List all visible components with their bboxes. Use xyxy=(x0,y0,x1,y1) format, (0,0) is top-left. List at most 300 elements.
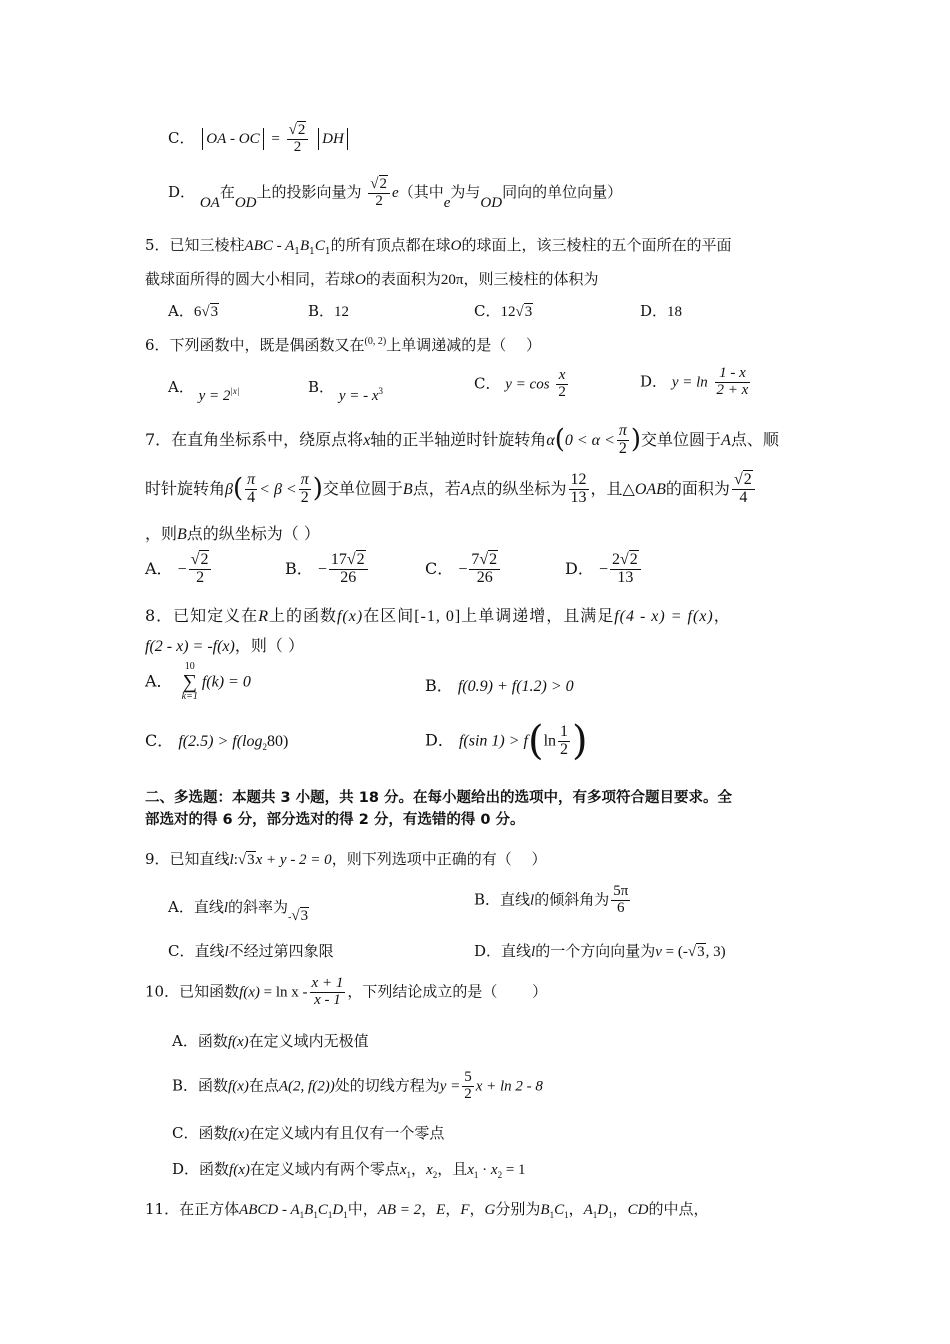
q8-R: R xyxy=(258,608,269,625)
q4-d-e: e xyxy=(392,184,399,201)
q10-s2: 2 xyxy=(432,1170,438,1180)
math-glyph: − xyxy=(317,560,327,578)
q10-b-t1: 在点 xyxy=(248,1076,279,1095)
q5-o2: O xyxy=(355,272,366,288)
q5-d-val: 18 xyxy=(667,304,683,320)
q8-d-den: 2 xyxy=(560,740,569,758)
q11-a1d1: A xyxy=(583,1202,593,1218)
q7-p4: 点、顺 xyxy=(730,429,779,449)
q7-c-coef: 7 xyxy=(471,551,480,568)
q7-s4: 4 xyxy=(732,489,755,507)
q7-four: 4 xyxy=(245,489,257,507)
q11-F: F xyxy=(460,1202,470,1218)
q6-a-label: A． xyxy=(168,378,194,396)
fraction xyxy=(617,423,629,458)
q11-c1: ， xyxy=(421,1200,437,1218)
q11-p4: 的中点， xyxy=(648,1200,709,1218)
fraction xyxy=(189,552,212,587)
q11-c5: ， xyxy=(612,1200,628,1218)
math-glyph: ) xyxy=(572,718,588,764)
q10-b-fx: f(x) xyxy=(228,1078,249,1095)
q7-line2 xyxy=(145,472,757,507)
q7-option-b xyxy=(285,552,370,587)
q7-alpha: α xyxy=(546,431,555,449)
q5-line1 xyxy=(145,236,732,258)
q6-b-expr: y = - x xyxy=(338,388,379,404)
q8-option-b xyxy=(425,676,574,696)
q4-d-oa: OA xyxy=(199,194,220,211)
q7-pi3: π xyxy=(300,471,309,488)
q7-line3 xyxy=(145,524,320,544)
fraction xyxy=(462,1070,474,1103)
q11-as: 1 xyxy=(592,1210,598,1220)
q9-d-text: 的一个方向向量为 xyxy=(535,942,656,960)
q7-b-num: 2 xyxy=(356,551,365,568)
q5-c-label: C． xyxy=(474,302,501,320)
q8-d-expr: f(sin 1) > f xyxy=(458,732,528,750)
q5-m1b: B xyxy=(300,238,310,254)
q5-a-val: 6 xyxy=(193,304,202,320)
q5-a-rad: 3 xyxy=(210,304,219,320)
q7-A: A xyxy=(721,431,731,449)
q8-d-ln: ln xyxy=(543,732,557,750)
q6-d-expr: y = ln xyxy=(671,374,708,391)
q8-d-label: D． xyxy=(425,730,454,750)
q11-cb: B xyxy=(304,1202,314,1218)
q7-d-coef: 2 xyxy=(611,551,620,568)
q7-b-den: 26 xyxy=(329,569,368,587)
q10-b-den: 2 xyxy=(464,1085,472,1102)
fraction xyxy=(556,368,568,401)
q4-c-label: C． xyxy=(168,128,195,147)
q5-l2a: 截球面所得的圆大小相同，若球 xyxy=(145,270,356,288)
section-heading xyxy=(145,790,732,807)
q10-a-fx: f(x) xyxy=(227,1034,249,1050)
q10-option-d xyxy=(172,1160,526,1181)
q8-a-label: A． xyxy=(145,671,173,691)
q5-option-b xyxy=(308,302,349,321)
math-glyph: √ xyxy=(190,551,200,568)
q11-c2: ， xyxy=(445,1200,461,1218)
q8-c-tail: 80) xyxy=(266,733,289,750)
q9-c-text: 不经过第四象限 xyxy=(228,942,334,960)
q6-option-d xyxy=(640,366,752,399)
q9-b-text: 的倾斜角为 xyxy=(534,890,610,909)
q8-p4: 上单调递增，且满足 xyxy=(461,606,615,625)
q9-option-b xyxy=(474,884,632,917)
q6-interval: (0, 2) xyxy=(364,336,387,347)
q10-d-t1: 在定义域内有两个零点 xyxy=(249,1160,400,1178)
q8-a-bot: k=1 xyxy=(181,691,198,702)
q7-p2: 轴的正半轴逆时针旋转角 xyxy=(370,429,547,449)
q10-eq: = ln x - xyxy=(259,984,308,1001)
q8-comma: ， xyxy=(713,606,731,625)
q10-x1: x xyxy=(399,1162,407,1178)
q11-c4: ， xyxy=(568,1200,584,1218)
sum-symbol xyxy=(180,662,200,702)
fraction xyxy=(310,976,346,1009)
q9-d-label: D．直线 xyxy=(474,942,532,960)
math-glyph: √ xyxy=(619,551,629,568)
math-glyph xyxy=(189,552,212,569)
q9-expr: x + y - 2 = 0 xyxy=(255,852,332,868)
math-glyph: − xyxy=(598,560,608,578)
q7-pi: π xyxy=(618,422,627,439)
q11-p3: 分别为 xyxy=(495,1200,541,1218)
q5-area: 20π xyxy=(440,272,464,288)
q10-option-b xyxy=(172,1070,543,1103)
q7-s2: 2 xyxy=(743,471,752,488)
q10-c-text: 在定义域内有且仅有一个零点 xyxy=(249,1124,445,1142)
q7-l2a: 时针旋转角 xyxy=(145,478,226,498)
math-glyph: √ xyxy=(733,471,743,488)
q7-n12: 12 xyxy=(570,471,587,488)
math-glyph: √ xyxy=(687,944,697,960)
math-glyph: √ xyxy=(515,304,524,320)
q10-d-fx: f(x) xyxy=(229,1162,250,1178)
q11-a1d1b: D xyxy=(597,1202,609,1218)
q7-x: x xyxy=(363,431,371,449)
section2-line1: 二、多选题：本题共 3 小题，共 18 分。在每小题给出的选项中，有多项符合题目要求。全 xyxy=(145,790,732,806)
q7-range1a: 0 < α < xyxy=(564,431,615,449)
fraction xyxy=(558,724,570,759)
q7-p1: 7．在直角坐标系中，绕原点将 xyxy=(145,429,364,449)
q5-a-label: A． xyxy=(168,302,194,320)
q8-c-sub: 2 xyxy=(262,742,267,753)
fraction xyxy=(569,472,589,507)
q10-b-num: 5 xyxy=(464,1069,472,1085)
q4-c-oc: OC xyxy=(238,130,260,147)
q8-eq1: f(4 - x) = f(x) xyxy=(614,608,714,625)
q7-b-coef: 17 xyxy=(330,551,347,568)
q11-cc: C xyxy=(317,1202,328,1218)
q5-option-c xyxy=(474,302,533,321)
fraction xyxy=(611,884,630,917)
q9-l: l xyxy=(229,852,234,868)
q11-cd: D xyxy=(332,1202,344,1218)
math-glyph xyxy=(610,552,641,569)
q5-m1: ABC - A xyxy=(244,238,295,254)
fraction xyxy=(299,472,311,507)
q5-s1: 1 xyxy=(294,247,300,257)
fraction xyxy=(469,552,500,587)
math-glyph: √ xyxy=(346,551,356,568)
q10-b-tail: x + ln 2 - 8 xyxy=(475,1078,543,1095)
math-glyph: √ xyxy=(237,852,247,868)
q9-a-rad: 3 xyxy=(300,908,309,924)
q10-c-fx: f(x) xyxy=(228,1126,250,1142)
q6-c-num: x xyxy=(558,367,566,383)
q10-s1: 1 xyxy=(406,1170,412,1180)
fraction xyxy=(329,552,368,587)
q5-c-val: 12 xyxy=(500,304,516,320)
q10-d-label: D．函数 xyxy=(172,1160,230,1178)
q7-pi2: π xyxy=(247,471,256,488)
q8-option-a xyxy=(145,662,251,702)
q7-oab: OAB xyxy=(634,480,666,498)
q7-l2c: 点，若 xyxy=(412,478,461,498)
q6-p2: 上单调递减的是（ ） xyxy=(386,336,541,354)
q10-x2b: x xyxy=(490,1162,498,1178)
math-glyph: √ xyxy=(479,551,489,568)
q10-p1: 10．已知函数 xyxy=(145,982,240,1001)
fraction xyxy=(287,122,309,156)
q6-option-b xyxy=(308,378,383,404)
q10-b-t2: 处的切线方程为 xyxy=(334,1076,440,1095)
q10-s1b: 1 xyxy=(473,1170,479,1180)
q8-c-label: C． xyxy=(145,731,174,750)
q5-line2 xyxy=(145,270,598,289)
math-glyph: √ xyxy=(201,304,210,320)
q11-cdm: CD xyxy=(627,1202,649,1218)
q9-option-c xyxy=(168,942,334,961)
math-glyph: ( xyxy=(527,718,544,764)
q4-d-label: D． xyxy=(168,182,196,201)
q9-d-l: l xyxy=(531,944,536,960)
q11-G: G xyxy=(484,1202,496,1218)
q7-l3: ，则 xyxy=(145,524,178,543)
q7-l3b: 点的纵坐标为（ ） xyxy=(186,524,320,543)
q8-fx: f(x) xyxy=(336,608,364,625)
q9-option-d xyxy=(474,942,726,961)
q10-a-label: A．函数 xyxy=(172,1032,228,1050)
q5-option-d xyxy=(640,302,682,321)
math-glyph: √ xyxy=(370,176,379,192)
q5-c-rad: 3 xyxy=(524,304,533,320)
q6-d-label: D． xyxy=(640,372,668,391)
q9-d-rad: 3 xyxy=(697,944,705,960)
q5-s2: 1 xyxy=(309,247,315,257)
q5-options xyxy=(168,302,219,321)
fraction xyxy=(715,366,751,399)
q4-d-t4: 为与 xyxy=(450,182,481,201)
math-glyph: √ xyxy=(288,122,297,138)
q7-option-d xyxy=(565,552,643,587)
q6-stem xyxy=(145,336,541,354)
q10-comma: ， xyxy=(411,1160,427,1178)
q9-c-label: C．直线 xyxy=(168,942,225,960)
q9-option-a xyxy=(168,898,309,924)
q10-b-y: y = xyxy=(439,1078,461,1095)
q8-p2: 上的函数 xyxy=(268,606,337,625)
q6-b-sup: 3 xyxy=(378,386,383,396)
q5-p1: 5．已知三棱柱 xyxy=(145,236,245,254)
q10-p2: ，下列结论成立的是（ ） xyxy=(347,982,548,1001)
q11-s2: 1 xyxy=(313,1210,318,1220)
q7-l2f: 的面积为 xyxy=(665,478,730,498)
q4-d-od: OD xyxy=(234,194,257,211)
math-glyph xyxy=(368,176,390,193)
q6-d-den: 2 + x xyxy=(716,381,749,398)
q8-l2b: ，则（ ） xyxy=(234,636,304,655)
q8-interval: [-1, 0] xyxy=(414,608,462,625)
q8-p1: 8．已知定义在 xyxy=(145,606,259,625)
q4-c-eq: = xyxy=(271,130,280,147)
q9-b-den: 6 xyxy=(611,900,630,917)
q10-a-text: 在定义域内无极值 xyxy=(248,1032,369,1050)
q6-option-c xyxy=(474,368,570,401)
q11-p1: 11．在正方体 xyxy=(145,1200,240,1218)
abs-bar xyxy=(318,128,319,150)
q11-bs: 1 xyxy=(549,1210,555,1220)
q8-c-expr: f(2.5) > f(log xyxy=(178,733,263,750)
q9-stem xyxy=(145,850,546,869)
q11-ab: AB = 2 xyxy=(377,1202,422,1218)
q10-option-c xyxy=(172,1124,444,1143)
q10-num: x + 1 xyxy=(311,975,344,991)
q7-a-num: 2 xyxy=(200,551,209,568)
math-glyph: ) xyxy=(312,473,323,504)
q6-p1: 6．下列函数中，既是偶函数又在 xyxy=(145,336,365,354)
q4-d-od2: OD xyxy=(480,194,503,211)
q4-c-minus: - xyxy=(226,130,239,147)
q5-b-val: 12 xyxy=(334,304,350,320)
q6-c-den: 2 xyxy=(558,383,566,400)
q7-a-den: 2 xyxy=(189,569,212,587)
q5-m1c: C xyxy=(314,238,325,254)
q7-beta: β xyxy=(225,480,233,498)
q10-b-pt: A(2, f(2)) xyxy=(278,1078,335,1095)
q10-c-label: C．函数 xyxy=(172,1124,229,1142)
q8-l2: f(2 - x) = -f(x) xyxy=(145,638,235,655)
q6-option-a xyxy=(168,378,240,404)
q4-c-den: 2 xyxy=(287,139,309,156)
q9-b-num: 5π xyxy=(613,883,629,899)
q9-d-tail: , 3) xyxy=(705,944,726,960)
q10-d-eq: = 1 xyxy=(502,1162,526,1178)
q7-option-c xyxy=(425,552,502,587)
q7-p3: 交单位圆于 xyxy=(641,429,722,449)
q7-c-label: C． xyxy=(425,558,454,578)
q11-bs2: 1 xyxy=(564,1210,569,1220)
q4-d-t3: （其中 xyxy=(398,182,444,201)
math-glyph: − xyxy=(458,560,468,578)
q8-b-label: B． xyxy=(425,676,453,695)
q11-as2: 1 xyxy=(608,1210,613,1220)
math-glyph: ∑ xyxy=(182,671,197,693)
q8-p3: 在区间 xyxy=(363,606,415,625)
q11-cube: ABCD - A xyxy=(239,1202,300,1218)
math-glyph: ( xyxy=(554,424,565,455)
q11-c3: ， xyxy=(469,1200,485,1218)
q4-d-t2: 上的投影向量为 xyxy=(256,182,362,201)
q9-c-l: l xyxy=(224,944,229,960)
q5-o1: O xyxy=(450,238,462,254)
q5-l2c: ，则三棱柱的体积为 xyxy=(463,270,599,288)
q6-d-num: 1 - x xyxy=(719,365,746,381)
q10-den: x - 1 xyxy=(310,992,346,1009)
q6-a-expr: y = 2 xyxy=(198,388,231,404)
q8-line1 xyxy=(145,606,731,626)
q7-d-num: 2 xyxy=(629,551,638,568)
math-glyph: √ xyxy=(291,908,300,924)
q9-a-text: 的斜率为 xyxy=(228,898,289,916)
q8-option-c xyxy=(145,731,288,753)
q9-a-val: - xyxy=(288,912,292,923)
q6-c-label: C． xyxy=(474,374,501,393)
fraction xyxy=(732,472,755,507)
q11-stem xyxy=(145,1200,709,1221)
math-glyph xyxy=(329,552,368,569)
q11-s3: 1 xyxy=(327,1210,333,1220)
q4-d-e2: e xyxy=(443,194,451,211)
q7-c-num: 2 xyxy=(489,551,498,568)
q7-l2e: ，且△ xyxy=(590,478,635,498)
q11-b1c1: B xyxy=(540,1202,550,1218)
q7-two: 2 xyxy=(617,440,629,458)
math-glyph xyxy=(732,472,755,489)
q4-c-num: 2 xyxy=(297,122,306,138)
q6-b-label: B． xyxy=(308,378,335,396)
fraction xyxy=(610,552,641,587)
q7-A2: A xyxy=(460,480,471,498)
q10-x2: x xyxy=(426,1162,433,1178)
fraction xyxy=(245,472,257,507)
q7-option-a xyxy=(145,552,213,587)
math-glyph xyxy=(469,552,500,569)
q7-d-label: D． xyxy=(565,558,594,578)
q7-a-label: A． xyxy=(145,558,173,578)
q8-a-expr: f(k) = 0 xyxy=(201,673,251,691)
q11-p2: 中， xyxy=(347,1200,378,1218)
q5-d-label: D． xyxy=(640,302,668,320)
abs-bar xyxy=(202,128,203,150)
q9-b-label: B．直线 xyxy=(474,890,531,909)
q6-c-expr: y = cos xyxy=(505,376,550,393)
q10-s2b: 2 xyxy=(497,1170,503,1180)
q9-p1: 9．已知直线 xyxy=(145,850,230,868)
q4-c-dh: DH xyxy=(322,130,344,147)
q4-d-t5: 同向的单位向量） xyxy=(502,182,623,201)
q10-d-t2: ，且 xyxy=(437,1160,468,1178)
abs-bar xyxy=(347,128,348,150)
q7-B2: B xyxy=(177,526,187,543)
q9-colon: : xyxy=(233,852,238,868)
q7-n13: 13 xyxy=(570,488,587,506)
q7-d-den: 13 xyxy=(610,569,641,587)
section-heading-line2 xyxy=(145,812,525,829)
fraction xyxy=(368,176,390,210)
q8-d-num: 1 xyxy=(560,722,569,740)
q4-d-num: 2 xyxy=(379,176,388,192)
q7-lt: < β < xyxy=(259,480,297,498)
q8-line2 xyxy=(145,636,304,656)
q4-option-c xyxy=(168,122,351,156)
q4-c-oa: OA xyxy=(206,130,227,147)
q8-option-d xyxy=(425,717,588,765)
q10-fx: f(x) xyxy=(239,984,260,1001)
q9-d-eq: = (- xyxy=(661,944,688,960)
math-glyph: − xyxy=(177,560,187,578)
q5-l2b: 的表面积为 xyxy=(365,270,441,288)
q5-p2: 的所有顶点都在球 xyxy=(330,236,451,254)
q8-a-top: 10 xyxy=(184,661,195,672)
q11-s1: 1 xyxy=(299,1210,305,1220)
q10-b-label: B．函数 xyxy=(172,1076,229,1095)
math-glyph xyxy=(287,122,309,139)
q4-option-d xyxy=(168,176,622,210)
section2-line2: 部选对的得 6 分，部分选对的得 2 分，有选错的得 0 分。 xyxy=(145,812,525,828)
q10-option-a xyxy=(172,1032,369,1051)
q4-d-den: 2 xyxy=(368,193,390,210)
q10-x1b: x xyxy=(467,1162,474,1178)
q7-B: B xyxy=(402,480,413,498)
math-glyph: ) xyxy=(630,424,642,455)
q8-b-expr: f(0.9) + f(1.2) > 0 xyxy=(457,678,574,695)
q7-l2d: 点的纵坐标为 xyxy=(470,478,567,498)
abs-bar xyxy=(263,128,264,150)
q9-a-l: l xyxy=(223,900,229,916)
